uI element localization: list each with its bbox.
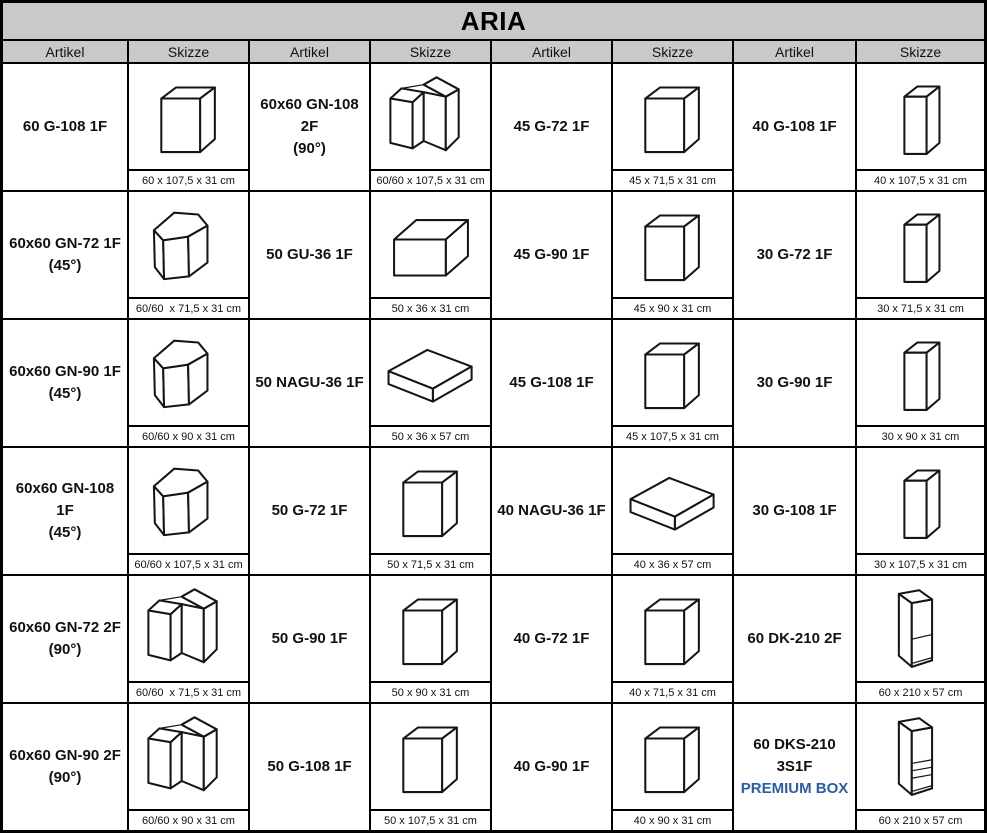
article-cell (3, 576, 127, 702)
cabinet-box-icon (371, 704, 490, 809)
article-code: (90°) (293, 140, 326, 157)
column-header-artikel: Artikel (3, 41, 127, 62)
cabinet-tall-drawers-icon (857, 704, 984, 809)
article-cell (492, 448, 611, 574)
cabinet-corner-45-icon (129, 192, 248, 297)
sketch-cell (371, 704, 490, 830)
article-code: (90°) (48, 641, 82, 658)
dimensions-label: 50 x 90 x 31 cm (371, 681, 490, 702)
article-cell (734, 576, 855, 702)
dimensions-label: 60/60 x 90 x 31 cm (129, 425, 248, 446)
cabinet-box-flat-icon (613, 448, 732, 553)
sketch-cell (129, 320, 248, 446)
article-code: (45°) (48, 257, 82, 274)
cabinet-corner-90-icon (371, 64, 490, 169)
sketch-cell (371, 64, 490, 190)
article-cell (3, 64, 127, 190)
dimensions-label: 30 x 90 x 31 cm (857, 425, 984, 446)
article-code: 60 DKS-210 3S1F (753, 736, 836, 775)
article-cell (734, 448, 855, 574)
cabinet-box-icon (371, 448, 490, 553)
dimensions-label: 50 x 36 x 57 cm (371, 425, 490, 446)
cabinet-box-icon (613, 576, 732, 681)
article-cell (734, 704, 855, 830)
article-code: 40 G-90 1F (513, 758, 590, 775)
article-code: 40 G-72 1F (513, 630, 590, 647)
sketch-cell (857, 192, 984, 318)
dimensions-label: 50 x 107,5 x 31 cm (371, 809, 490, 830)
cabinet-corner-90-icon (129, 576, 248, 681)
sketch-cell (613, 448, 732, 574)
article-cell (492, 64, 611, 190)
dimensions-label: 60/60 x 107,5 x 31 cm (371, 169, 490, 190)
sketch-cell (129, 448, 248, 574)
article-code: (45°) (48, 524, 82, 541)
article-cell (250, 64, 369, 190)
article-cell (734, 320, 855, 446)
article-code: 45 G-90 1F (513, 246, 590, 263)
sketch-cell (129, 576, 248, 702)
article-code: 60 G-108 1F (22, 118, 108, 135)
cabinet-tall-fridge-icon (857, 576, 984, 681)
cabinet-box-narrow-icon (857, 64, 984, 169)
article-cell (734, 192, 855, 318)
sketch-cell (371, 320, 490, 446)
sketch-cell (613, 64, 732, 190)
article-cell (3, 320, 127, 446)
cabinet-box-icon (613, 192, 732, 297)
cabinet-box-flat-icon (371, 320, 490, 425)
dimensions-label: 40 x 36 x 57 cm (613, 553, 732, 574)
sketch-cell (857, 320, 984, 446)
dimensions-label: 40 x 71,5 x 31 cm (613, 681, 732, 702)
sketch-cell (371, 576, 490, 702)
column-header-skizze: Skizze (371, 41, 490, 62)
column-header-artikel: Artikel (492, 41, 611, 62)
cabinet-corner-45-icon (129, 320, 248, 425)
premium-badge-label: PREMIUM BOX (740, 780, 849, 797)
article-cell (492, 576, 611, 702)
article-code: 45 G-72 1F (513, 118, 590, 135)
column-header-artikel: Artikel (250, 41, 369, 62)
sketch-cell (129, 64, 248, 190)
article-code: 30 G-108 1F (752, 502, 837, 519)
article-code: 50 G-108 1F (267, 758, 352, 775)
sketch-cell (371, 448, 490, 574)
cabinet-box-wide-icon (371, 192, 490, 297)
article-code: (45°) (48, 385, 82, 402)
dimensions-label: 60 x 210 x 57 cm (857, 809, 984, 830)
sketch-cell (857, 576, 984, 702)
dimensions-label: 30 x 71,5 x 31 cm (857, 297, 984, 318)
article-code: 50 G-72 1F (271, 502, 348, 519)
dimensions-label: 60/60 x 107,5 x 31 cm (129, 553, 248, 574)
article-code: 40 G-108 1F (752, 118, 837, 135)
article-code: 30 G-72 1F (756, 246, 833, 263)
cabinet-box-icon (129, 64, 248, 169)
dimensions-label: 60/60 x 71,5 x 31 cm (129, 297, 248, 318)
column-header-skizze: Skizze (613, 41, 732, 62)
dimensions-label: 45 x 107,5 x 31 cm (613, 425, 732, 446)
sketch-cell (857, 704, 984, 830)
article-cell (250, 448, 369, 574)
article-cell (250, 192, 369, 318)
article-code: 45 G-108 1F (509, 374, 594, 391)
dimensions-label: 60/60 x 90 x 31 cm (129, 809, 248, 830)
article-code: 60x60 GN-90 1F (9, 363, 121, 380)
dimensions-label: 45 x 71,5 x 31 cm (613, 169, 732, 190)
article-code: 50 G-90 1F (271, 630, 348, 647)
sketch-cell (613, 704, 732, 830)
cabinet-box-icon (613, 704, 732, 809)
dimensions-label: 60 x 107,5 x 31 cm (129, 169, 248, 190)
sketch-cell (857, 448, 984, 574)
cabinet-corner-90-icon (129, 704, 248, 809)
article-cell (492, 704, 611, 830)
cabinet-box-icon (613, 320, 732, 425)
sketch-cell (613, 192, 732, 318)
sketch-cell (371, 192, 490, 318)
dimensions-label: 60 x 210 x 57 cm (857, 681, 984, 702)
dimensions-label: 40 x 90 x 31 cm (613, 809, 732, 830)
article-code: 60x60 GN-72 1F (9, 235, 121, 252)
column-header-artikel: Artikel (734, 41, 855, 62)
article-cell (3, 704, 127, 830)
article-code: 2F (300, 118, 319, 135)
article-code: 50 NAGU-36 1F (255, 374, 364, 391)
cabinet-box-icon (371, 576, 490, 681)
sketch-cell (129, 704, 248, 830)
article-cell (250, 704, 369, 830)
dimensions-label: 60/60 x 71,5 x 31 cm (129, 681, 248, 702)
article-cell (3, 192, 127, 318)
sketch-cell (613, 320, 732, 446)
sketch-cell (129, 192, 248, 318)
article-cell (734, 64, 855, 190)
article-code: 40 NAGU-36 1F (497, 502, 606, 519)
cabinet-corner-45-icon (129, 448, 248, 553)
cabinet-box-narrow-icon (857, 448, 984, 553)
article-cell (3, 448, 127, 574)
sketch-cell (613, 576, 732, 702)
dimensions-label: 40 x 107,5 x 31 cm (857, 169, 984, 190)
article-code: 30 G-90 1F (756, 374, 833, 391)
dimensions-label: 50 x 36 x 31 cm (371, 297, 490, 318)
article-cell (492, 192, 611, 318)
dimensions-label: 50 x 71,5 x 31 cm (371, 553, 490, 574)
article-code: (90°) (48, 769, 82, 786)
cabinet-box-icon (613, 64, 732, 169)
page-title: ARIA (3, 3, 984, 39)
article-code: 60x60 GN-72 2F (9, 619, 121, 636)
article-cell (250, 576, 369, 702)
dimensions-label: 30 x 107,5 x 31 cm (857, 553, 984, 574)
article-code: 60x60 GN-108 (260, 96, 359, 113)
cabinet-box-narrow-icon (857, 192, 984, 297)
column-header-skizze: Skizze (129, 41, 248, 62)
column-header-skizze: Skizze (857, 41, 984, 62)
article-cell (250, 320, 369, 446)
article-cell (492, 320, 611, 446)
dimensions-label: 45 x 90 x 31 cm (613, 297, 732, 318)
article-code: 50 GU-36 1F (266, 246, 353, 263)
article-code: 60x60 GN-90 2F (9, 747, 121, 764)
article-code: 60x60 GN-108 1F (15, 480, 115, 519)
cabinet-box-narrow-icon (857, 320, 984, 425)
article-code: 60 DK-210 2F (747, 630, 842, 647)
sketch-cell (857, 64, 984, 190)
